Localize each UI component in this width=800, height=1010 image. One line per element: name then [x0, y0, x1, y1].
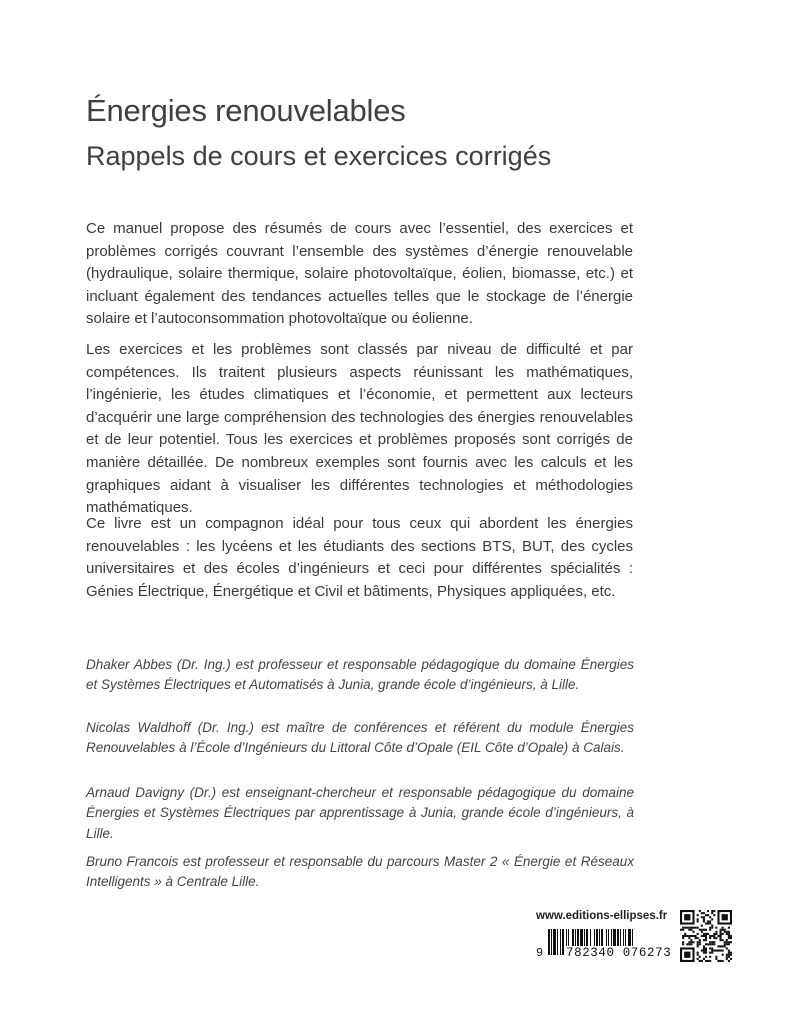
summary-paragraph-3: Ce livre est un compagnon idéal pour tous ceux qui abordent les énergies renouvelables : les lycéens et les étudiants des sections BTS, BUT, des cycles universitaires et des écoles d’ingénieurs et ceci pour différentes spécialités : Génies Électrique, Énergétique et Civil et bâtiments, Physiques appliquées, etc. — [86, 515, 633, 600]
book-title: Énergies renouvelables — [86, 93, 406, 128]
author-bio-waldhoff: Nicolas Waldhoff (Dr. Ing.) est maître de conférences et référent du module Énergies Renouvelables à l’École d’Ingénieurs du Littoral Côte d’Opale (EIL Côte d’Opale) à Calais. — [86, 720, 634, 756]
author-bio-abbes: Dhaker Abbes (Dr. Ing.) est professeur et responsable pédagogique du domaine Énergies et Systèmes Électriques et Automatisés à Junia, grande école d’ingénieurs, à Lille. — [86, 657, 634, 693]
author-bio-davigny: Arnaud Davigny (Dr.) est enseignant-chercheur et responsable pédagogique du domaine Énergies et Systèmes Électriques par apprentissage à Junia, grande école d’ingénieurs, à Lille. — [86, 785, 634, 841]
summary-paragraph-1: Ce manuel propose des résumés de cours avec l’essentiel, des exercices et problèmes corrigés couvrant l’ensemble des systèmes d’énergie renouvelable (hydraulique, solaire thermique, solaire photovoltaïque, éolien, biomasse, etc.) et incluant également des tendances actuelles telles que le stockage de l’énergie solaire et l’autoconsommation photovoltaïque ou éolienne. — [86, 220, 633, 328]
summary-paragraph-2: Les exercices et les problèmes sont classés par niveau de difficulté et par compétences. Ils traitent plusieurs aspects réunissant les mathématiques, l’ingénierie, les études climatiques et l’économie, et permettent aux lecteurs d’acquérir une large compréhension des technologies des énergies renouvelables et de leur potentiel. Tous les exercices et problèmes proposés sont corrigés de manière détaillée. De nombreux exemples sont fournis avec les calculs et les graphiques aidant à visualiser les différentes technologies et méthodologies mathématiques. — [86, 341, 633, 517]
isbn-number: 782340 076273 — [566, 946, 672, 960]
author-bio-francois: Bruno Francois est professeur et responsable du parcours Master 2 « Énergie et Réseaux Intelligents » à Centrale Lille. — [86, 854, 634, 890]
publisher-website[interactable]: www.editions-ellipses.fr — [536, 910, 668, 922]
qr-code-icon — [680, 910, 732, 962]
isbn-first-digit: 9 — [536, 946, 544, 960]
book-subtitle: Rappels de cours et exercices corrigés — [86, 141, 552, 171]
